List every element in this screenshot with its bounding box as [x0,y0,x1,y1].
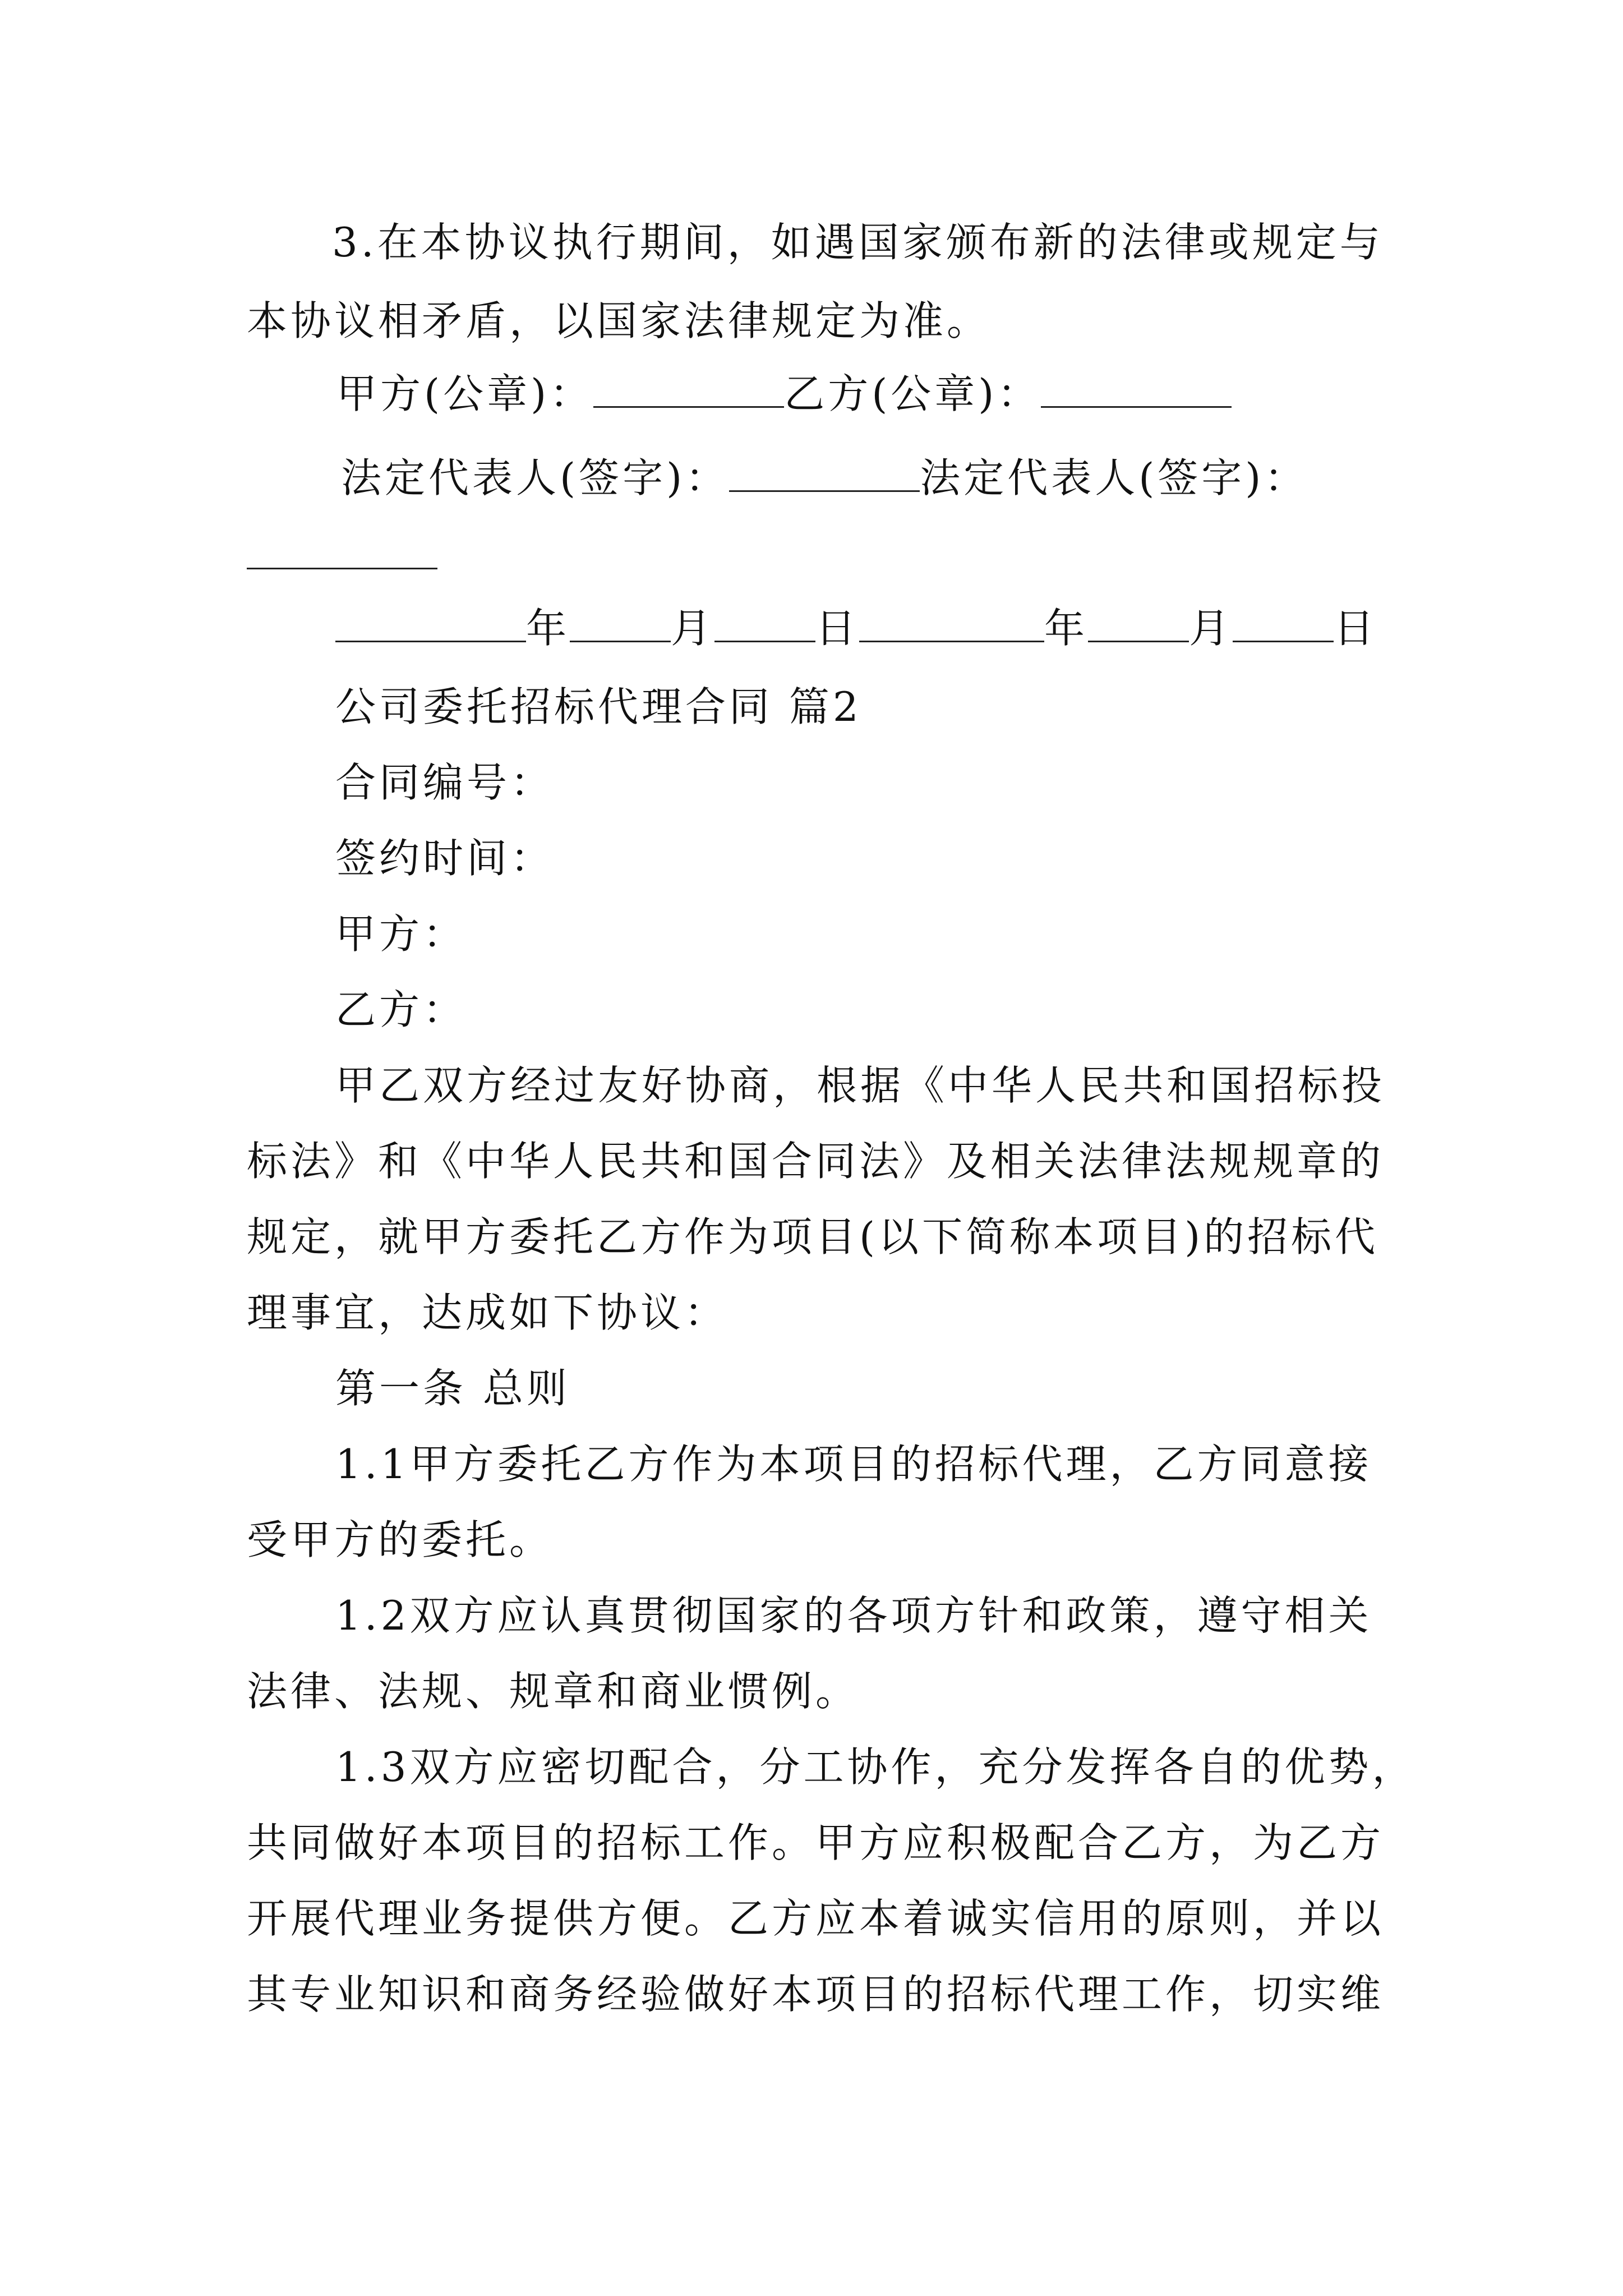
party-b-year-label: 年 [1044,605,1089,652]
clause-1-2-line-1: 1.2双方应认真贯彻国家的各项方针和政策，遵守相关 [335,1592,1372,1639]
clause-1-3-line-4: 其专业知识和商务经验做好本项目的招标代理工作，切实维 [247,1971,1385,2018]
party-b-day-blank [1233,601,1334,642]
date-line [335,600,1377,656]
party-b-seal-blank [1041,367,1232,408]
contract-2-title: 公司委托招标代理合同 篇2 [335,683,862,730]
seal-line [336,366,1232,422]
party-b-rep-blank [247,528,437,569]
clause-1-2-line-2: 法律、法规、规章和商业惯例。 [247,1668,860,1715]
party-b-day-label: 日 [1334,605,1378,652]
clause-3-line-2: 本协议相矛盾，以国家法律规定为准。 [247,297,991,344]
clause-1-1-line-1: 1.1甲方委托乙方作为本项目的招标代理，乙方同意接 [335,1441,1372,1488]
rep-line [341,450,1308,506]
intro-line-4: 理事宜，达成如下协议： [247,1289,728,1336]
intro-line-1: 甲乙双方经过友好协商，根据《中华人民共和国招标投 [335,1062,1386,1109]
clause-3-line-1: 3.在本协议执行期间，如遇国家颁布新的法律或规定与 [332,219,1384,266]
party-b-seal-label: 乙方(公章)： [784,370,1041,417]
party-a-label: 甲方： [335,910,467,958]
intro-line-3: 规定，就甲方委托乙方作为项目(以下简称本项目)的招标代 [247,1213,1379,1260]
party-a-seal-label: 甲方(公章)： [336,370,594,417]
party-a-rep-blank [729,451,920,492]
party-a-seal-blank [593,367,784,408]
party-b-year-blank [859,601,1044,642]
party-a-year-blank [335,601,526,642]
clause-1-3-line-1: 1.3双方应密切配合，分工协作，充分发挥各自的优势， [335,1743,1416,1791]
party-b-rep-label: 法定代表人(签字)： [920,454,1308,501]
party-a-month-label: 月 [671,605,715,652]
rep-overflow-line [247,527,437,583]
party-a-day-blank [714,601,815,642]
party-a-rep-label: 法定代表人(签字)： [341,454,730,501]
clause-1-1-line-2: 受甲方的委托。 [247,1516,554,1563]
sign-time-label: 签约时间： [335,835,555,882]
intro-line-2: 标法》和《中华人民共和国合同法》及相关法律法规规章的 [247,1138,1385,1185]
clause-1-3-line-3: 开展代理业务提供方便。乙方应本着诚实信用的原则，并以 [247,1895,1385,1942]
party-a-day-label: 日 [815,605,860,652]
party-a-year-label: 年 [526,605,570,652]
clause-1-3-line-2: 共同做好本项目的招标工作。甲方应积极配合乙方，为乙方 [247,1819,1385,1866]
article-1-title: 第一条 总则 [335,1365,570,1412]
contract-number-label: 合同编号： [335,759,555,806]
party-a-month-blank [570,601,671,642]
party-b-month-label: 月 [1189,605,1233,652]
party-b-month-blank [1088,601,1189,642]
party-b-label: 乙方： [335,986,467,1033]
